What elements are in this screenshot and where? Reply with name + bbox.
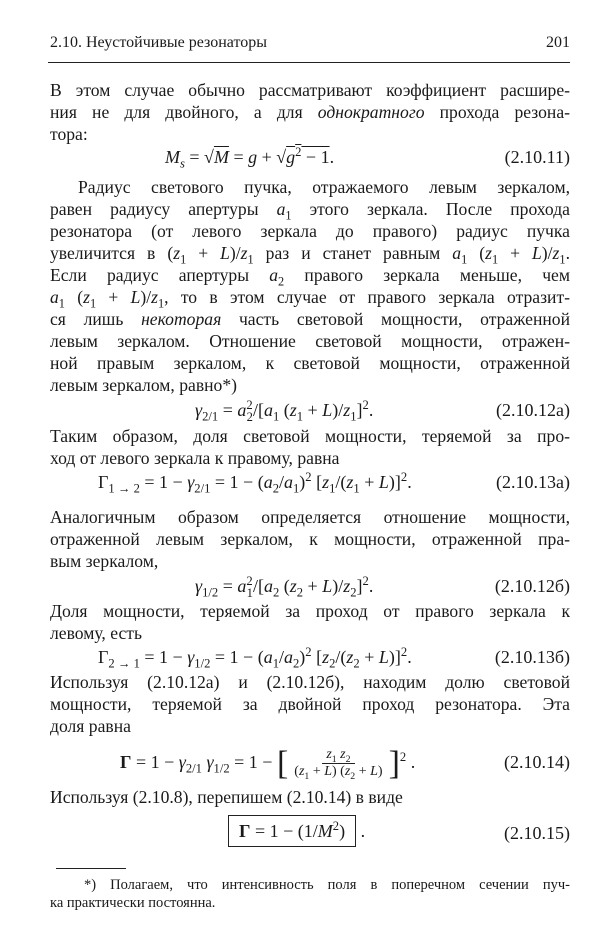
text-line: увеличится в $(z_1 + L)/z_1$ раз и станет равным $a_1$ $(z_1 + L)/z_1$. [50, 243, 570, 267]
text-span: ся лишь [50, 309, 142, 329]
emphasis-some: некоторая [141, 309, 222, 329]
running-head [50, 34, 570, 58]
footnote-marker: *) [84, 877, 97, 893]
section-title: 2.10. Неустойчивые резонаторы [50, 34, 268, 51]
footnote-text: Полагаем, что интенсивность поля в поперечном сечении пуч- [110, 877, 570, 893]
header-rule [48, 62, 570, 63]
text-line: равен радиусу апертуры $a_1$ этого зеркала. После прохода [50, 199, 570, 223]
text-line: левым зеркалом, равно*) [50, 375, 238, 395]
equation-2-10-13a: $\Gamma_{1 \to 2} = 1 - \gamma_{2/1} = 1 - (a_2/a_1)^2$ $[z_1/(z_1 + L)]^2$. [98, 470, 412, 496]
text-line: Доля мощности, теряемой за проход от правого зеркала к [50, 601, 570, 621]
text-line: Таким образом, доля световой мощности, теряемой за про- [50, 426, 570, 446]
footnote-line: ка практически постоянна. [50, 895, 216, 911]
text-line: Аналогичным образом определяется отношение мощности, [50, 507, 570, 527]
text-line: резонатора (от левого зеркала до правого) радиус пучка [50, 221, 570, 241]
equation-2-10-12a: $\gamma_{2/1} = a^2_2/[a_1$ $(z_1 + L)/z_1]^2$. [195, 398, 374, 424]
text-line: В этом случае обычно рассматривают коэффициент расшире- [50, 80, 570, 100]
equation-2-10-15: $\Gamma = 1 - (1/M^2)$ . [228, 815, 365, 851]
equation-number: (2.10.15) [504, 823, 570, 843]
text-span: ния не для двойного, а для [50, 102, 318, 122]
text-line [50, 308, 570, 330]
equation-number: (2.10.12б) [494, 576, 570, 596]
text-line: Если радиус апертуры $a_2$ правого зеркала меньше, чем [50, 265, 570, 289]
equation-number: (2.10.11) [504, 147, 570, 167]
boxed-result: $\Gamma = 1 - (1/M^2)$ [228, 815, 356, 847]
text-line: мощности, теряемой за двойной проход резонатора. Эта [50, 694, 570, 714]
text-line: тора: [50, 124, 88, 144]
text-line: ной правым зеркалом, к световой мощности, отраженной [50, 353, 570, 373]
text-line [50, 101, 570, 123]
equation-2-10-13b: $\Gamma_{2 \to 1} = 1 - \gamma_{1/2} = 1 - (a_1/a_2)^2$ $[z_2/(z_2 + L)]^2$. [98, 645, 412, 671]
text-line: левым зеркалом. Отношение световой мощности, отражен- [50, 331, 570, 351]
equation-2-10-12b: $\gamma_{1/2} = a^2_1/[a_2$ $(z_2 + L)/z_2]^2$. [195, 574, 374, 600]
text-line: Используя (2.10.8), перепишем (2.10.14) в виде [50, 787, 403, 807]
text-span: прохода резона- [424, 102, 571, 122]
equation-number: (2.10.14) [504, 752, 570, 772]
equation-number: (2.10.12а) [496, 400, 570, 420]
page-number: 201 [546, 34, 570, 51]
text-line: ход от левого зеркала к правому, равна [50, 448, 340, 468]
equation-2-10-11: $M_s = √M = g + √g^2 - 1$. [165, 145, 335, 171]
footnote-line [50, 876, 570, 894]
equation-number: (2.10.13б) [494, 647, 570, 667]
text-line: $a_1$ $(z_1 + L)/z_1$, то в этом случае от правого зеркала отразит- [50, 287, 570, 311]
text-line: левому, есть [50, 623, 142, 643]
text-line: Радиус светового пучка, отражаемого левым зеркалом, [78, 177, 570, 197]
equation-number: (2.10.13а) [496, 472, 570, 492]
text-span: часть световой мощности, отраженной [221, 309, 570, 329]
equation-2-10-14: $\Gamma = 1 - \gamma_{2/1}$ $\gamma_{1/2} = 1$ − [ $\frac{z_1 z_2}{(z_1 + L) (z_2 + L)}$ ]$^2$ . [120, 744, 416, 783]
footnote-rule [56, 868, 126, 869]
text-line: вым зеркалом, [50, 551, 159, 571]
text-line: Используя (2.10.12а) и (2.10.12б), находим долю световой [50, 672, 570, 692]
text-line: доля равна [50, 716, 131, 736]
text-line: отраженной левым зеркалом, к мощности, отраженной пра- [50, 529, 570, 549]
emphasis-once: однократного [317, 102, 425, 122]
